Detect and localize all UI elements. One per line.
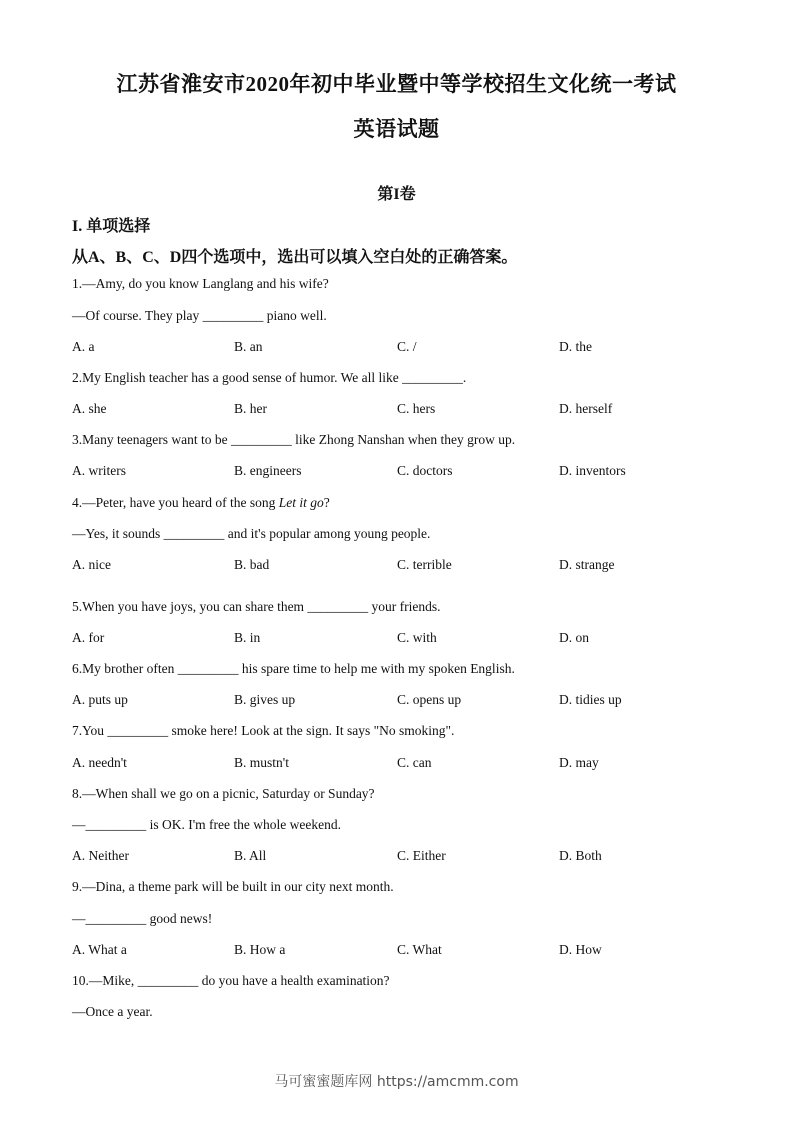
question-line (72, 495, 330, 511)
option-c: C. can (397, 755, 432, 770)
option-a: A. What a (72, 942, 127, 957)
option-d: D. the (559, 339, 592, 354)
question-line: —_________ is OK. I'm free the whole weekend. (72, 817, 341, 832)
option-a: A. needn't (72, 755, 127, 770)
option-d: D. Both (559, 848, 602, 863)
option-b: B. mustn't (234, 755, 289, 770)
option-b: B. All (234, 848, 267, 863)
option-a: A. she (72, 401, 107, 416)
option-a: A. a (72, 339, 95, 354)
question-line: 2.My English teacher has a good sense of humor. We all like _________. (72, 370, 467, 385)
option-b: B. gives up (234, 692, 296, 707)
option-c: C. terrible (397, 557, 452, 572)
option-d: D. may (559, 755, 599, 770)
footer-watermark: 马可蜜蜜题库网 https://amcmm.com (274, 1074, 519, 1090)
option-d: D. herself (559, 401, 613, 416)
exam-subtitle: 英语试题 (353, 117, 440, 141)
option-c: C. Either (397, 848, 446, 863)
question-line: —Yes, it sounds _________ and it's popular among young people. (72, 526, 431, 541)
option-a: A. writers (72, 463, 126, 478)
question-line: 1.—Amy, do you know Langlang and his wife? (72, 276, 329, 291)
part-heading: I. 单项选择 (72, 218, 151, 235)
section-heading: 第I卷 (377, 186, 416, 203)
option-b: B. engineers (234, 463, 302, 478)
option-a: A. Neither (72, 848, 129, 863)
song-title: Let it go (278, 495, 324, 510)
option-d: D. on (559, 630, 589, 645)
question-line: 3.Many teenagers want to be _________ like Zhong Nanshan when they grow up. (72, 432, 516, 447)
option-d: D. How (559, 942, 602, 957)
option-b: B. her (234, 401, 267, 416)
question-line: 6.My brother often _________ his spare time to help me with my spoken English. (72, 661, 515, 676)
question-line: —Of course. They play _________ piano well. (72, 308, 327, 323)
option-b: B. How a (234, 942, 286, 957)
instruction: 从A、B、C、D四个选项中，选出可以填入空白处的正确答案。 (72, 249, 518, 266)
option-b: B. bad (234, 557, 270, 572)
option-c: C. What (397, 942, 442, 957)
exam-title: 江苏省淮安市2020年初中毕业暨中等学校招生文化统一考试 (116, 72, 677, 96)
option-d: D. tidies up (559, 692, 622, 707)
option-c: C. / (397, 339, 417, 354)
option-c: C. hers (397, 401, 436, 416)
option-a: A. puts up (72, 692, 128, 707)
question-line: 10.—Mike, _________ do you have a health examination? (72, 973, 390, 988)
question-line: 5.When you have joys, you can share them _________ your friends. (72, 599, 441, 614)
option-a: A. nice (72, 557, 111, 572)
option-c: C. with (397, 630, 437, 645)
option-d: D. inventors (559, 463, 626, 478)
option-c: C. opens up (397, 692, 462, 707)
question-text: ? (323, 495, 330, 510)
option-a: A. for (72, 630, 105, 645)
question-line: —_________ good news! (72, 911, 213, 926)
question-line: 7.You _________ smoke here! Look at the sign. It says "No smoking". (72, 723, 455, 738)
option-b: B. in (234, 630, 261, 645)
option-d: D. strange (559, 557, 615, 572)
question-line: —Once a year. (72, 1004, 153, 1019)
option-b: B. an (234, 339, 263, 354)
question-text: 4.—Peter, have you heard of the song (72, 495, 279, 510)
question-line: 8.—When shall we go on a picnic, Saturday or Sunday? (72, 786, 375, 801)
question-line: 9.—Dina, a theme park will be built in our city next month. (72, 879, 394, 894)
option-c: C. doctors (397, 463, 453, 478)
